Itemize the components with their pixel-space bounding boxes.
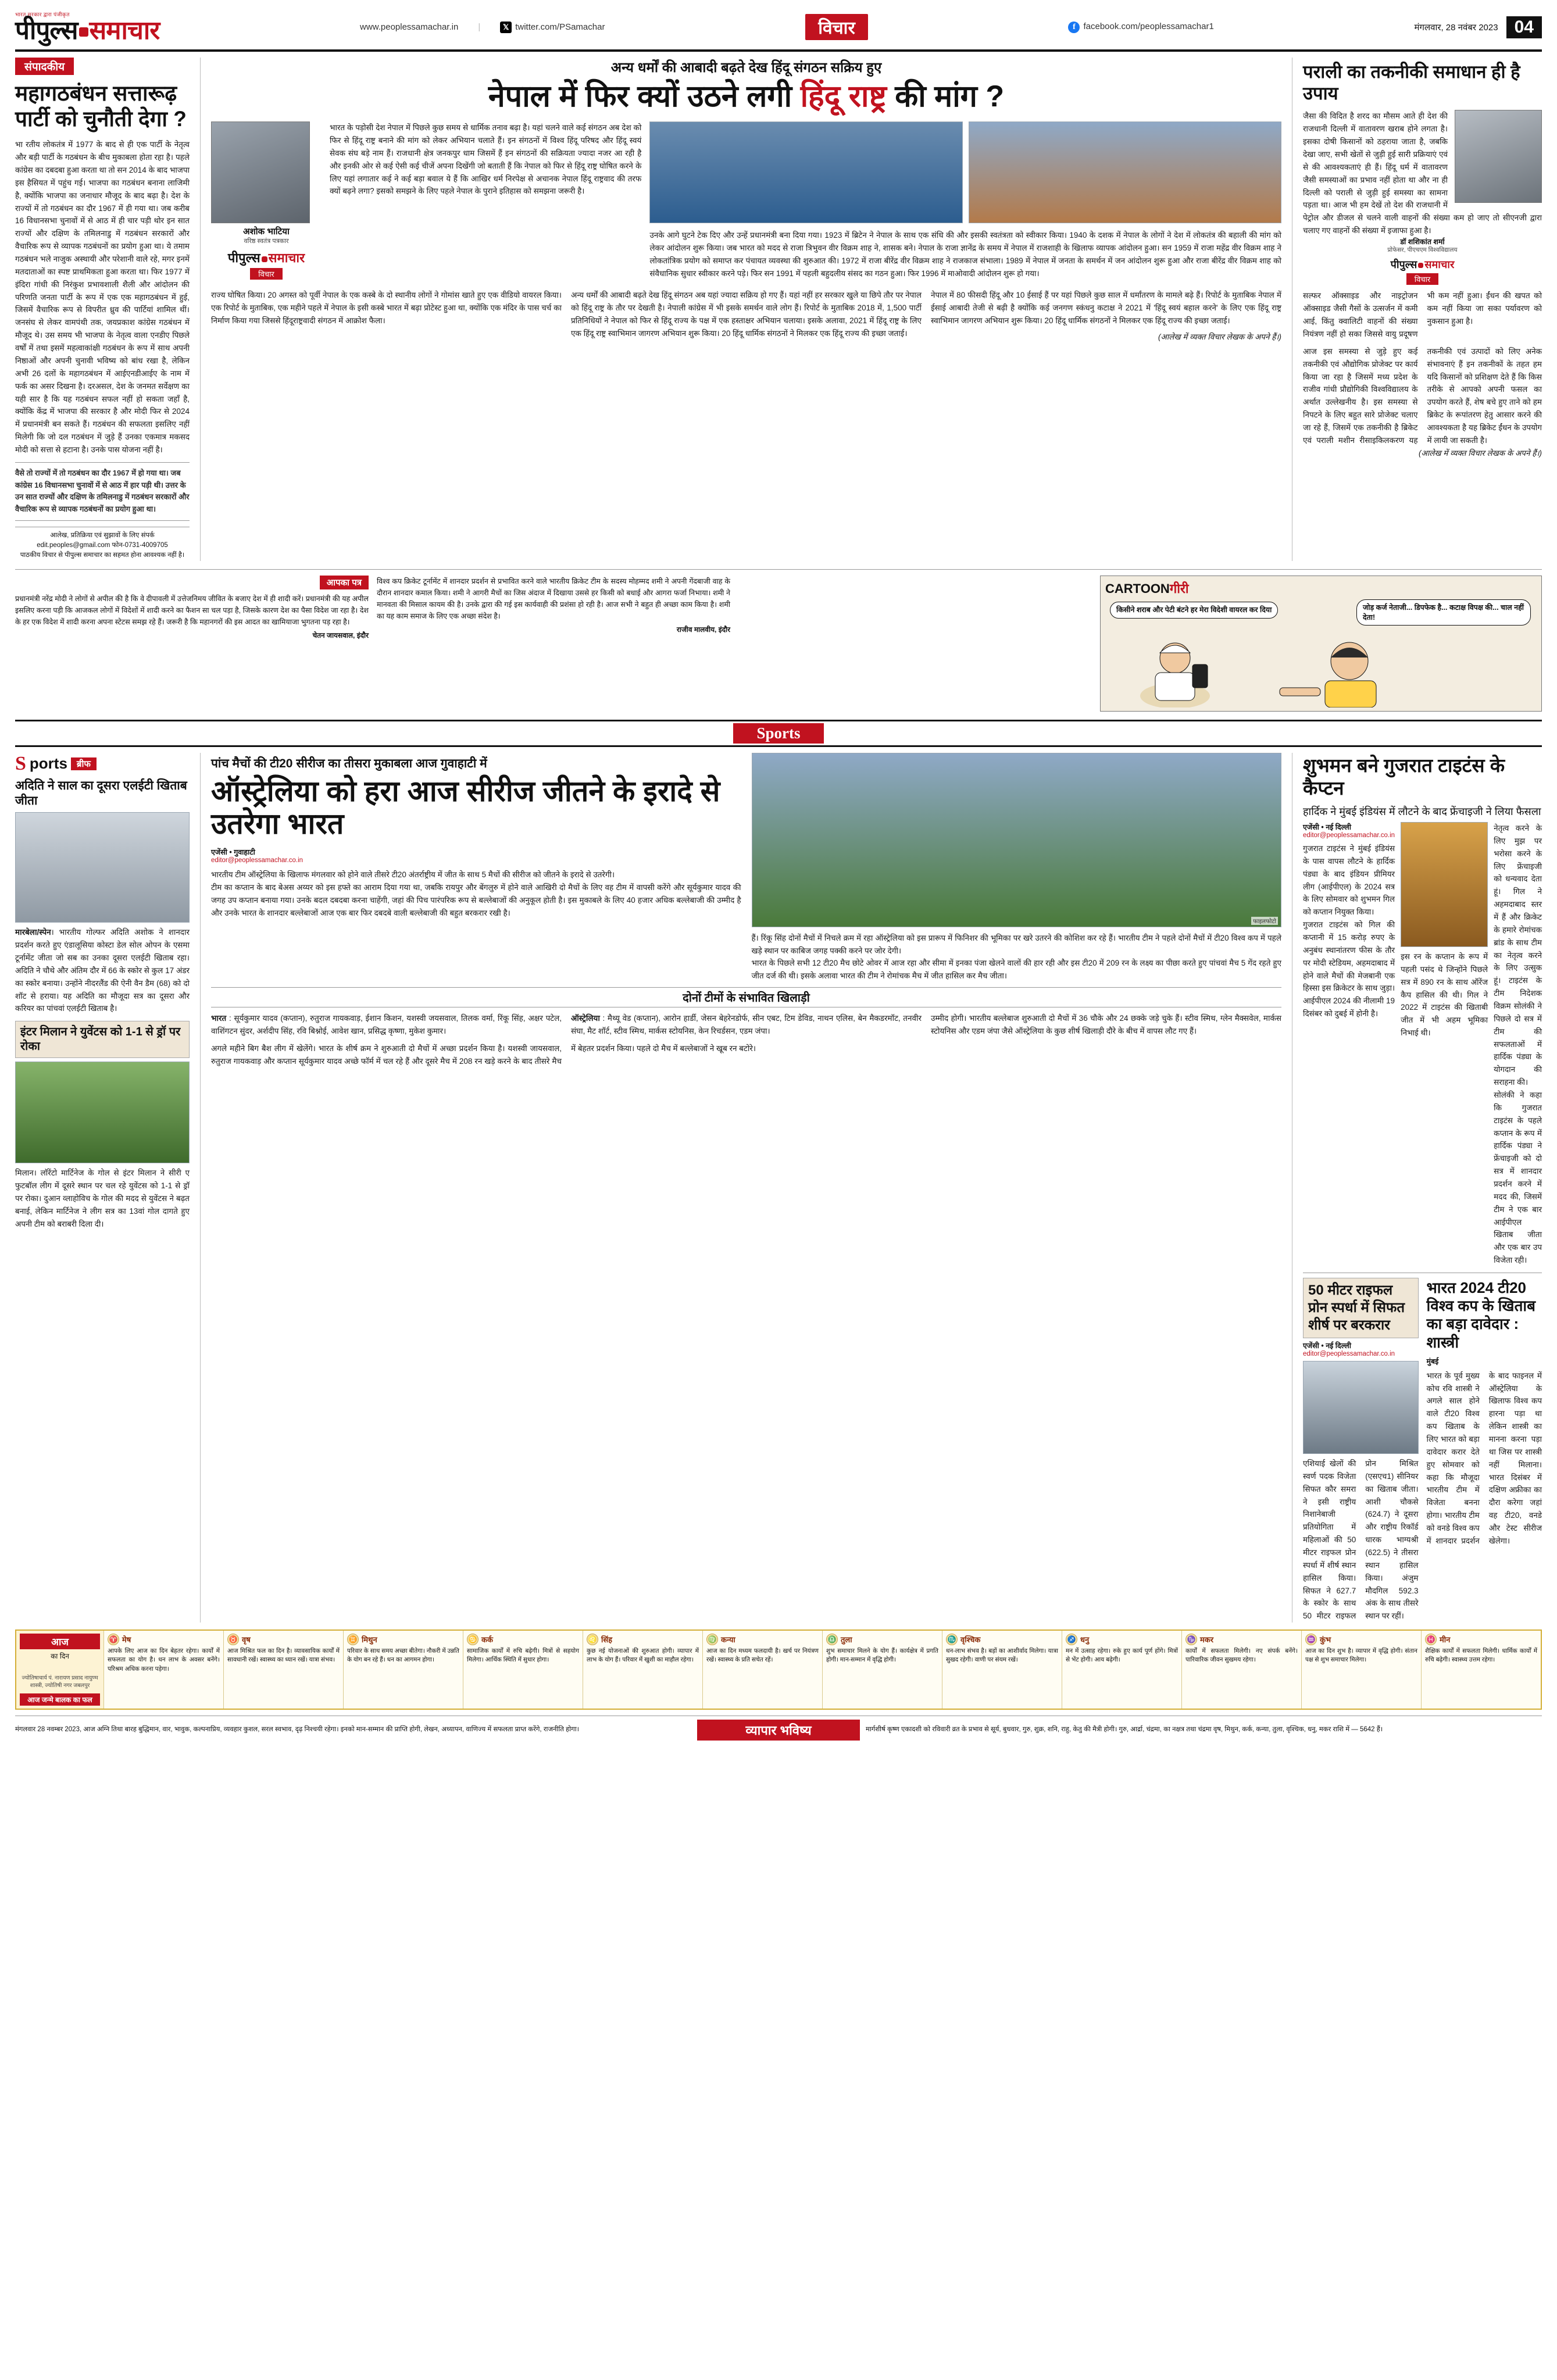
- rail-mini-logo: [1303, 258, 1542, 285]
- sports-section: [15, 753, 1542, 1623]
- center-body-col3: राज्य घोषित किया। 20 अगस्त को पूर्वी नेपाल के एक कस्बे के दो स्थानीय लोगों ने गोमांस खाते हुए एक वीडियो वायरल किया। एक रिपोर्ट के मुताबिक, एक महीने पहले में नेपाल के इसी कस्बे भारत में बढ़ा प्रोटेस्ट हुआ था, क्योंकि एक मंदिर के पास चर्च का निर्माण किया गया जिससे हिंदूराष्ट्रवादी संगठन में आक्रोश फैला।: [211, 291, 562, 326]
- horoscope-sign-capricorn: [1181, 1631, 1301, 1708]
- sports-brief-header: [15, 753, 190, 775]
- masthead-social: [1068, 22, 1213, 33]
- contact-line-1: आलेख, प्रतिक्रिया एवं सुझावों के लिए संपर्क: [50, 531, 155, 539]
- photo-credit: फाइलफोटो: [1251, 917, 1278, 925]
- letters-spacer: [738, 576, 1092, 712]
- sign-header: ♍ कन्या: [706, 1634, 819, 1645]
- letter-2-col: [377, 576, 730, 712]
- horoscope-sign-libra: [822, 1631, 942, 1708]
- horoscope-title-cell: [16, 1631, 103, 1708]
- scorpio-icon: ♏: [946, 1634, 958, 1645]
- center-headline-part1: नेपाल में फिर क्यों उठने लगी: [488, 80, 801, 113]
- sports-main-left: [211, 753, 741, 982]
- sign-text: आपके लिए आज का दिन बेहतर रहेगा। कार्यों में सफलता का योग है। धन लाभ के अवसर बनेंगे। परिश्रम अधिक करना पड़ेगा।: [108, 1648, 220, 1673]
- shastri-agency: मुंबई: [1426, 1357, 1439, 1366]
- mini-logo-text: पीपुल्स समाचार: [227, 251, 305, 266]
- leo-icon: ♌: [587, 1634, 598, 1645]
- sports-section-bar: [15, 720, 1542, 747]
- shastri-headline: भारत 2024 टी20 विश्व कप के खिताब का बड़ा दावेदार : शास्त्री: [1426, 1279, 1535, 1351]
- shastri-story: [1427, 1278, 1542, 1623]
- section-badge: विचार: [805, 14, 868, 40]
- sports-main-email[interactable]: editor@peoplessamachar.co.in: [211, 856, 303, 864]
- sign-header: ♌ सिंह: [587, 1634, 699, 1645]
- letter-2-text: विश्व कप क्रिकेट टूर्नामेंट में शानदार प्रदर्शन से प्रभावित करने वाले भारतीय क्रिकेट टीम के सदस्य मोहम्मद शमी ने अपनी गेंदबाजी वाह के दौरान शानदार कमाल किया। शमी ने आगरी मैचों का जिस अंदाज में दिखाया उससे हर किसी को बधाई और आगरा फर्जा निभाया। शमी ने मानवता की मिसाल कायम की है। उनके द्वारा की गई इस कार्यवाही की प्रशंसा हो रही है। आज सभी ने बहुत ही अच्छा काम किया है। शमी का यह काम समाज के लिए एक अच्छा संदेश है।: [377, 577, 730, 620]
- logo-text-2: समाचार: [89, 16, 160, 45]
- cartoon-bubble-left: किसीने शराब और पेटी बंटने हर मेरा विदेशी वायरल कर दिया: [1110, 602, 1278, 619]
- gujarat-photo-col: [1401, 822, 1488, 1267]
- center-footer-note: (आलेख में व्यक्त विचार लेखक के अपने हैं।): [1158, 333, 1281, 342]
- sign-text: सामाजिक कार्यों में रुचि बढ़ेगी। मित्रों से सहयोग मिलेगा। आर्थिक स्थिति में सुधार होगा।: [467, 1648, 579, 1664]
- pisces-icon: ♓: [1425, 1634, 1437, 1645]
- sports-main-story: [200, 753, 1281, 1623]
- rail-author-designation: प्रोफेसर, पीएचएम विश्वविद्यालय: [1387, 246, 1458, 254]
- horoscope-sign-taurus: [223, 1631, 343, 1708]
- sports-brief-column: [15, 753, 190, 1623]
- facebook-icon: f: [1068, 22, 1080, 33]
- page-number: 04: [1506, 16, 1542, 38]
- sports-main-photo: [752, 753, 1282, 927]
- center-photo-block: [649, 121, 1281, 283]
- logo-text-1: पीपुल्स: [15, 16, 78, 45]
- sports-brief-badge: ब्रीफ: [71, 757, 97, 770]
- rail-mini-logo-dot-icon: [1418, 263, 1423, 268]
- cartoon-figures: [1105, 632, 1524, 707]
- sports-main-body-1: भारतीय टीम ऑस्ट्रेलिया के खिलाफ मंगलवार को होने वाले तीसरे टी20 अंतर्राष्ट्रीय में जीत के साथ 5 मैचों की सीरीज को जीतने के इरादे से उतरेगी।: [211, 870, 615, 879]
- brief-item-1-photo: [15, 812, 190, 923]
- rail-footer-note: (आलेख में व्यक्त विचार लेखक के अपने हैं।): [1419, 448, 1542, 458]
- sign-text: परिवार के साथ समय अच्छा बीतेगा। नौकरी में उन्नति के योग बन रहे हैं। धन का आगमन होगा।: [347, 1648, 459, 1664]
- sign-header: ♐ धनु: [1066, 1634, 1178, 1645]
- horoscope-sign-leo: [583, 1631, 702, 1708]
- author-name: अशोक भाटिया: [243, 227, 290, 237]
- sign-header: ♈ मेष: [108, 1634, 220, 1645]
- gujarat-col-3: [1494, 822, 1542, 1267]
- photo-2-wrap: [969, 121, 1281, 223]
- horoscope-sign-cancer: [463, 1631, 583, 1708]
- sign-header: ♓ मीन: [1425, 1634, 1537, 1645]
- cartoon-title-1: CARTOON: [1105, 581, 1170, 596]
- sports-section-title: Sports: [733, 723, 823, 744]
- rail-headline: पराली का तकनीकी समाधान ही है उपाय: [1303, 62, 1520, 104]
- issue-date: मंगलवार, 28 नवंबर 2023: [1414, 22, 1498, 33]
- author-designation: वरिष्ठ स्वतंत्र पत्रकार: [244, 238, 289, 245]
- masthead-date-page: [1415, 16, 1542, 38]
- rail-author-name: डॉ शशिकांत शर्मा: [1400, 237, 1445, 246]
- lineup-title: दोनों टीमों के संभावित खिलाड़ी: [211, 987, 1281, 1007]
- sports-main-kicker: पांच मैचों की टी20 सीरीज का तीसरा मुकाबला आज गुवाहाटी में: [211, 756, 487, 770]
- rail-mini-logo-section: विचार: [1406, 273, 1439, 285]
- cartoon-box: [1100, 576, 1542, 712]
- cartoon-bubble-right: जोड़ कर्ज नेताजी... डिपफेक है... कटाक्ष विपक्ष की... चाल नहीं देता!: [1356, 599, 1531, 626]
- editorial-tag: संपादकीय: [15, 58, 74, 75]
- sports-main-body-6: अगले महीने बिग बैश लीग में खेलेंगे। भारत के शीर्ष क्रम ने शुरुआती दो मैचों में अच्छा प्रदर्शन किया है। यशस्वी जायसवाल, रुतुराज गायकवाड़ और कप्तान सूर्यकुमार यादव अच्छे फॉर्म में चल रहे हैं और दूसरे मैच में 208 रन खड़े करने के बाद तीसरे मैच में बेहतर प्रदर्शन किया। पहले दो मैच में बल्लेबाजों ने खूब रन बटोरे।: [211, 1044, 756, 1066]
- center-headline-highlight: हिंदू राष्ट्र: [800, 80, 887, 113]
- horoscope-astrologer: ज्योतिषाचार्य पं. नारायण प्रसाद नायुण्म शास्त्री, ज्योतिषी नगर जबलपुर: [22, 1674, 98, 1689]
- footer-left-text: मंगलवार 28 नवम्बर 2023, आज अग्नि तिथा बारह बुद्धिमान, वार, भावुक, कल्पनाप्रिय, व्यवहार कुशल, सरल स्वभाव, दृढ़ निश्चयी रहेगा। इनको मान-सम्मान की प्राप्ति होगी, लेखन, अध्यापन, वाणिज्य में सफलता प्राप्त करेंगे, राजनीति होगा।: [15, 1725, 580, 1733]
- horoscope-sign-aries: [103, 1631, 223, 1708]
- author-photo: [211, 121, 310, 223]
- lineup-india: भारत : सूर्यकुमार यादव (कप्तान), रुतुराज गायकवाड़, ईशान किशन, यशस्वी जयसवाल, तिलक वर्मा, रिंकू सिंह, अक्षर पटेल, वाशिंगटन सुंदर, अर्शदीप सिंह, रवि बिश्नोई, आवेश खान, प्रसिद्ध कृष्णा, मुकेश कुमार।: [211, 1014, 562, 1036]
- center-kicker: अन्य धर्मों की आबादी बढ़ते देख हिंदू संगठन सक्रिय हुए: [610, 60, 882, 76]
- shooting-email[interactable]: editor@peoplessamachar.co.in: [1303, 1350, 1395, 1357]
- gemini-icon: ♊: [347, 1634, 359, 1645]
- sports-main-body-3: हैं। रिंकू सिंह दोनों मैचों में निचले क्रम में रहा ऑस्ट्रेलिया को इस प्रारूप में फिनिशर की भूमिका पर खरे उतरने की कोशिश कर रहे हैं। भारतीय टीम ने पहले दोनों मैचों में टी20 विश्व कप में पहले खड़े स्थान पर काबिज जगह पक्की करने पर जोर देगी।: [751, 933, 1281, 955]
- contact-line-3: पाठकीय विचार से पीपुल्स समाचार का सहमत होना आवश्यक नहीं है।: [20, 552, 185, 559]
- center-body-col2: उनके आगे घुटने टेक दिए और उन्हें प्रधानमंत्री बना दिया गया। 1923 में ब्रिटेन ने नेपाल के साथ एक संधि की और इसकी स्वतंत्रता को स्वीकार किया। 1940 के दशक में नेपाल के लोगों ने देश में लोकतंत्र की बहाली की मांग को लेकर आंदोलन शुरू किया। जब भारत को मदद से राजा त्रिभुवन वीर विक्रम शाह ने, शासक बने। नेपाल के राजा ज्ञानेंद्र के समय में नेपाल में राजशाही के खिलाफ व्यापक आंदोलन हुआ। सन 1959 में राजा महेंद्र वीर विक्रम शाह ने लोकतांत्रिक प्रयोग को समाप्त कर पंचायत व्यवस्था की शुरुआत की। 1972 में राजा बीरेंद्र वीर विक्रम शाह ने राजकाज संभाला। 1989 में नेपाल में जनता के समर्थन में जन आंदोलन शुरू हुआ और राजा बीरेंद्र वीर विक्रम शाह को संवैधानिक सुधार स्वीकार करने पड़े। फिर सन 1991 में पहली बहुदलीय संसद का गठन हुआ। फिर 1996 में माओवादी आंदोलन शुरू हो गया।: [649, 231, 1281, 278]
- brief-item-1-headline: अदिति ने साल का दूसरा एलईटी खिताब जीता: [15, 778, 187, 807]
- horoscope-sign-pisces: [1421, 1631, 1541, 1708]
- sign-text: धन-लाभ संभव है। बड़ों का आशीर्वाद मिलेगा। यात्रा सुखद रहेगी। वाणी पर संयम रखें।: [946, 1648, 1058, 1664]
- editorial-column: [15, 58, 190, 561]
- twitter-link[interactable]: 𝕏 twitter.com/PSamachar: [500, 22, 605, 33]
- sports-brief-s: S: [15, 752, 26, 774]
- editorial-contact: [15, 527, 190, 561]
- virgo-icon: ♍: [706, 1634, 718, 1645]
- sign-header: ♏ वृश्चिक: [946, 1634, 1058, 1645]
- shooting-photo: [1303, 1361, 1419, 1454]
- logo-text: [15, 18, 159, 44]
- aries-icon: ♈: [108, 1634, 119, 1645]
- libra-icon: ♎: [826, 1634, 838, 1645]
- facebook-link[interactable]: f facebook.com/peoplessamachar1: [1068, 22, 1213, 33]
- horoscope-sign-sagittarius: [1062, 1631, 1181, 1708]
- sports-main-body-5: उम्मीद होगी। भारतीय बल्लेबाज शुरुआती दो मैचों में 36 चौके और 24 छक्के जड़े चुके हैं। स्टीव स्मिथ, ग्लेन मैक्सवेल, मार्कस स्टोयनिस और एडम जंपा जैसे ऑस्ट्रेलिया के कुछ शीर्ष खिलाड़ी दौरे के बीच में वापस लौट गए हैं।: [931, 1014, 1281, 1036]
- shooting-story: [1303, 1278, 1419, 1623]
- sign-header: ♉ वृष: [227, 1634, 340, 1645]
- mini-logo: [211, 249, 322, 280]
- rail-mini-logo-text: पीपुल्स समाचार: [1390, 259, 1455, 271]
- rail-body-2: सल्फर ऑक्साइड और नाइट्रोजन ऑक्साइड जैसी गैसों के उत्सर्जन में कमी आई, किंतु क्वालिटी वाहनों की संख्या नियंत्रण नहीं हो सका जिससे वायु प्रदूषण भी कम नहीं हुआ। ईंधन की खपत को कम नहीं किया जा सका पर्यावरण को नुकसान हुआ है।: [1303, 291, 1542, 338]
- center-body-col4: अन्य धर्मों की आबादी बढ़ते देख हिंदू संगठन अब यहां ज्यादा सक्रिय हो गए हैं। यहां नहीं हर सरकार खुले या छिपे तौर पर नेपाल को हिंदू राष्ट्र के तौर पर देखती है। नेपाली कांग्रेस में भी इसके समर्थन वाले लोग हैं। रिपोर्ट के मुताबिक 2018 में, 1,500 पार्टी प्रतिनिधियों ने नेपाल को फिर से हिंदू राज्य के पक्ष में एक हस्ताक्षर अभियान चलाया। इसके अलावा, 2021 में हिंदू राष्ट्र के लिए एक हिंदू राष्ट्र स्वाभिमान जागरण अभियान शुरू किया। 20 हिंदू धार्मिक संगठनों ने मिलकर एक हिंदू राज्य की इच्छा जताई।: [571, 291, 922, 338]
- sign-text: आज का दिन शुभ है। व्यापार में वृद्धि होगी। संतान पक्ष से शुभ समाचार मिलेगा।: [1305, 1648, 1417, 1664]
- brief-item-2-photo: [15, 1062, 190, 1163]
- sign-header: ♋ कर्क: [467, 1634, 579, 1645]
- lineup-australia: ऑस्ट्रेलिया : मैथ्यू वेड (कप्तान), आरोन हार्डी, जेसन बेहरेनडोर्फ, सीन एबट, टिम डेविड, नाथन एलिस, बेन मैकडरमॉट, तनवीर संघा, मैट शॉर्ट, स्टीव स्मिथ, मार्कस स्टोयनिस, केन रिचर्डसन, एडम जंपा।: [571, 1014, 922, 1036]
- sign-text: आज मिश्रित फल का दिन है। व्यावसायिक कार्यों में सावधानी रखें। स्वास्थ्य का ध्यान रखें। यात्रा संभव।: [227, 1648, 340, 1664]
- sports-right-rail: [1292, 753, 1542, 1623]
- letters-tag-col: [15, 576, 369, 712]
- capricorn-icon: ♑: [1185, 1634, 1197, 1645]
- cartoon-art: [1105, 597, 1537, 707]
- sports-brief-ports: ports: [29, 755, 67, 773]
- sign-text: आज का दिन मध्यम फलदायी है। खर्च पर नियंत्रण रखें। स्वास्थ्य के प्रति सचेत रहें।: [706, 1648, 819, 1664]
- photo-nepal-rally: [649, 121, 962, 223]
- horoscope-strip: [15, 1629, 1542, 1709]
- mini-logo-dot-icon: [262, 256, 267, 262]
- brief-item-1-body: मारबेला/स्पेन। भारतीय गोल्फर अदिति अशोक ने शानदार प्रदर्शन करते हुए एंडालूसिया कोस्टा डेल सोल ओपन के एसमा टूर्नामेंट जीता जो सब का उनका दूसरा एलईटी खिताब रहा। अदिति ने चौथे और अंतिम दौर में 66 के स्कोर से कुल 17 अंडर का स्कोर बनाया। उन्होंने नीदरलैंड की ऐनी वैन डैम (68) को दो शॉट से हराया। यह अदिति का मौजूदा सत्र का दूसरा और करियर का पांचवां एलईटी खिताब है।: [15, 928, 190, 1013]
- gujarat-body-4: नेतृत्व करने के लिए मुझ पर भरोसा करने के लिए फ्रेंचाइजी को धन्यवाद देता हूं। गिल ने अहमदाबाद स्तर में हैं और क्रिकेट के हमारे रोमांचक ब्रांड के साथ टीम का नेतृत्व करने के लिए उत्सुक हूं। टाइटंस के टीम निदेशक विक्रम सोलंकी ने पिछले दो सत्र में टीम की सफलताओं में हार्दिक पंड्या के योगदान की सराहना की।: [1494, 823, 1542, 1087]
- center-body-col5: नेपाल में 80 फीसदी हिंदू और 10 ईसाई हैं पर यहां पिछले कुछ साल में धर्मांतरण के मामले बढ़े हैं। रिपोर्ट के मुताबिक नेपाल में ईसाई आबादी तेजी से बढ़ी है क्योंकि कई जनगण स्कंधनु कटाक्ष ने 2021 में 'हिंदू स्वयं बहाल करने' के लिए एक हिंदू राष्ट्र स्वाभिमान जागरण अभियान शुरू किया। 20 हिंदू धार्मिक संगठनों ने मिलकर एक हिंदू राज्य की इच्छा जताई। (आलेख में व्यक्त विचार लेखक के अपने हैं।): [931, 289, 1281, 343]
- photo-1-wrap: [649, 121, 962, 223]
- footer-center-badge: व्यापार भविष्य: [697, 1720, 860, 1741]
- gujarat-col-1: [1303, 822, 1395, 1267]
- sign-header: ♑ मकर: [1185, 1634, 1298, 1645]
- editorial-headline: महागठबंधन सत्तारूढ़ पार्टी को चुनौती देगा ?: [15, 81, 187, 131]
- masthead-links: [360, 22, 605, 33]
- sign-header: ♊ मिथुन: [347, 1634, 459, 1645]
- divider: |: [478, 22, 481, 32]
- letters-tag: आपका पत्र: [320, 576, 369, 589]
- center-headline-part2: की मांग ?: [886, 80, 1005, 113]
- letter-2-sign: राजीव मालवीय, इंदौर: [676, 625, 730, 634]
- gujarat-body-3: इस रन के कप्तान के रूप में पहली पसंद थे जिन्होंने पिछले सत्र में 890 रन के साथ ऑरेंज कैप हासिल की थी। गिल ने 2022 में टाइटंस की खिताबी जीत में भी अहम भूमिका निभाई थी।: [1401, 952, 1488, 1038]
- brief-item-2-body: मिलान। लॉरेंटो मार्टिनेज के गोल से इंटर मिलान ने सीरी ए फुटबॉल लीग में दूसरे स्थान पर चल रहे युवेंटस को 1-1 से ड्रॉ पर रोका। दुआन व्लाहोविच के गोल की मदद से युवेंटस ने बढ़त बनाई, लेकिन मार्टिनेज ने लीग सत्र का 13वां गोल दागते हुए अपनी टीम को बराबरी दिला दी।: [15, 1168, 190, 1228]
- horoscope-badge: आज: [20, 1634, 100, 1649]
- letters-cartoon-strip: [15, 569, 1542, 712]
- shooting-agency: एजेंसी • नई दिल्ली: [1303, 1342, 1351, 1350]
- horoscope-sign-gemini: [343, 1631, 463, 1708]
- shooting-body: एशियाई खेलों की स्वर्ण पदक विजेता सिफत कौर समरा ने इसी राष्ट्रीय निशानेबाजी प्रतियोगिता में महिलाओं की 50 मीटर राइफल प्रोन स्पर्धा में शीर्ष स्थान हासिल किया। सिफत ने 627.7 के स्कोर के साथ 50 मीटर राइफल प्रोन मिश्रित (एसएच1) सीनियर का खिताब जीता। आशी चौकसे (624.7) ने दूसरा और राष्ट्रीय रिकॉर्ड धारक भाग्यश्री (622.5) ने तीसरा स्थान हासिल किया। अंजुम मौदगिल 592.3 अंक के साथ तीसरे स्थान पर रहीं।: [1303, 1459, 1419, 1621]
- mini-logo-section: विचार: [250, 268, 283, 280]
- gujarat-body-5: सोलंकी ने कहा कि गुजरात टाइटंस के पहले कप्तान के रूप में हार्दिक पंड्या ने फ्रेंचाइजी को दो सत्र में शानदार प्रदर्शन करने में मदद की, जिसमें टीम ने एक बार आईपीएल खिताब जीता और एक बार उप विजेता रही।: [1494, 1090, 1542, 1265]
- rail-body-1: जैसा की विदित है शरद का मौसम आते ही देश की राजधानी दिल्ली में वातावरण खराब होने लगता है। इसका दोषी किसानों को ठहराया जाता है, जबकि देखा जाए, सभी खेतों से जुड़ी हुई सारी प्रक्रियाएं एवं से की आवश्यकताएं ही हैं। हिंदू धर्म में वातावरण जैसी समस्याओं का प्रभाव नहीं होता था और ना ही दिल्ली को पराली से जुड़ी हुई समस्या का सामना पड़ता था। आज भी हम देखें तो देश की राजधानी में पेट्रोल और डीजल से चलने वाली वाहनों की संख्या कम हो जाए तो सीएनजी द्वारा चलाए गए वाहनों की संख्या में इजाफा हुआ है।: [1303, 112, 1542, 235]
- page-footer: [15, 1716, 1542, 1741]
- shastri-body: भारत के पूर्व मुख्य कोच रवि शास्त्री ने अगले साल होने वाले टी20 विश्व कप खिताब के लिए भारत को बड़ा दावेदार करार देते हुए सोमवार को कहा कि मौजूदा भारतीय टीम में विजेता बनना होगा। भारतीय टीम को वनडे विश्व कप में शानदार प्रदर्शन के बाद फाइनल में ऑस्ट्रेलिया के खिलाफ विश्व कप हारना पड़ा था लेकिन शास्त्री का मानना करना पड़ा था जिस पर शास्त्री नहीं मिलाना। भारत दिसंबर में दक्षिण अफ्रीका का दौरा करेगा जहां वह टी20, वनडे और टेस्ट सीरीज खेलेगा।: [1426, 1371, 1542, 1545]
- center-body-col1: भारत के पड़ोसी देश नेपाल में पिछले कुछ समय से धार्मिक तनाव बढ़ा है। यहां चलने वाले कई संगठन अब देश को फिर से हिंदू राष्ट्र बनाने की मांग को लेकर अभियान चलाते हैं। इन संगठनों में विश्व हिंदू परिषद और हिंदू स्वयं सेवक संघ बड़े नाम हैं। राजधानी क्षेत्र जनकपुर धाम जिसमें हैं इन संगठनों की सक्रियता ज्यादा नजर आ रही है और इनकी ओर से कई ऐसी कई चीजें अपना दिखेंगी जो बताती हैं कि नेपाल को फिर से हिंदू राष्ट्र घोषित करने के लिए यहां लगातार कई ने कई बड़ा बवाल ये हैं कि आखिर धर्म निरपेक्ष से अचानक नेपाल हिंदू राष्ट्रवाद की तरफ क्यों बढ़ने लगा? इसको समझने के लिए पहले नेपाल के पुराने इतिहास को समझना जरूरी है।: [330, 123, 642, 196]
- letter-1-text: प्रधानमंत्री नरेंद्र मोदी ने लोगों से अपील की है कि वे दीपावली में उत्तेजनिमय जीवित के बजाए देश में ही शादी करें। प्रधानमंत्री की यह अपील इसलिए करना पड़ी कि आजकल लोगों में विदेशों में शादी करने का फैशन सा चल पड़ा है, जिसके कारण देश का पैसा विदेश जा रहा है। देश के हर एक विदेश में शादी करना अपना स्टेटस समझ रहे हैं। जरूरी है कि महानगरों की इस आदत का खामियाजा भुगतना पड़ रहा है।: [15, 594, 369, 626]
- aquarius-icon: ♒: [1305, 1634, 1317, 1645]
- sports-main-headline: ऑस्ट्रेलिया को हरा आज सीरीज जीतने के इरादे से उतरेगा भारत: [211, 774, 720, 840]
- taurus-icon: ♉: [227, 1634, 239, 1645]
- sign-text: मन में उत्साह रहेगा। रुके हुए कार्य पूर्ण होंगे। मित्रों से भेंट होगी। आय बढ़ेगी।: [1066, 1648, 1178, 1664]
- horoscope-footer-badge: आज जन्मे बालक का फल: [20, 1693, 100, 1706]
- logo-tagline: भारत सरकार द्वारा पंजीकृत: [15, 12, 70, 17]
- gujarat-body-2: गुजरात टाइटंस को गिल की कप्तानी में 15 करोड़ रुपए के अनुबंध स्थानांतरण फीस के तौर पर मोदी स्टेडियम, अहमदाबाद में होने वाले मैचों की मेजबानी एक हिस्सा इस क्रिकेटर के साथ जुड़ा। आईपीएल 2024 की नीलामी 19 दिसंबर को दुबई में होनी है।: [1303, 920, 1395, 1019]
- horoscope-subtitle: का दिन: [51, 1652, 69, 1661]
- shooting-headline: 50 मीटर राइफल प्रोन स्पर्धा में सिफत शीर्ष पर बरकरार: [1303, 1278, 1419, 1338]
- editorial-body: भा रतीय लोकतंत्र में 1977 के बाद से ही एक पार्टी के नेतृत्व और बड़ी पार्टी के गठबंधन के बीच मुकाबला होता रहा है। पहले कांग्रेस का दबदबा हुआ करता था तो सन 2014 के बाद भाजपा इस हैसियत में पहुंच गई। भाजपा का गठबंधन बनाना लाजिमी है, क्योंकि भाजपा का जनाधार मौजूद के बाद बढ़ा है। देश के राज्यों में तो गठबंधन का दौर 1967 में ही गया था। जब करीब 16 विधानसभा चुनावों में से आठ में ही चार पड़ी थोर इन सात राज्यों और दक्षिण के तमिलनाडु में गठबंधन सरकारों और वैचारिक रूप से व्यापक गठबंधनों का प्रयोग हुआ था। ये तमाम गठबंधन भले नाजुक अस्थायी और परेशानी वाले रहे, मगर इनमें मतदाताओं का स्पष्ट प्राथमिकता हुआ करता था। फिर 1977 में इंदिरा गांधी की निरंकुश प्रभावशाली शैली और आंदोलन की परिणति जनता पार्टी के रूप में एक एक महागठबंधन में हुई, जिसमें वैचारिक रूप से विपरीत ध्रुव की पार्टियां शामिल थीं। जनसंघ से लेकर वामपंथी तक, जयप्रकाश कांग्रेस गठबंधन में मौजूद थे। उस समय भी भाजपा के नेतृत्व वाला एनडीए पिछले वर्षों में तथा इसमें महत्वाकांक्षी गठबंधन के रूप में साथ अपनी निष्ठाओं और अपनी चुनावी भविष्य को बांध रखा है, लेकिन अभी 26 दलों के महागठबंधन में आईएनडीआईए के नाम में फर्क का असर दिखना है। दरअसल, देश के जनमत सर्वेक्षण का यही सार है कि यह गठबंधन सफल नहीं हो सकता जहाँ है, क्योंकि केंद्र में भाजपा की सरकार है और मोदी फिर से 2024 में प्रधानमंत्री बन सकते हैं। गठबंधन की सफलता इसलिए नहीं मिलेगी कि जो दल गठबंधन में जुड़े हैं उनका एकमात्र मकसद मोदी को सत्ता से हटाना है। उनके पास योजना नहीं है।: [15, 140, 190, 454]
- publication-logo: [15, 10, 159, 44]
- sign-text: शुभ समाचार मिलने के योग हैं। कार्यक्षेत्र में प्रगति होगी। मान-सम्मान में वृद्धि होगी।: [826, 1648, 938, 1664]
- horoscope-sign-scorpio: [942, 1631, 1062, 1708]
- gujarat-email[interactable]: editor@peoplessamachar.co.in: [1303, 831, 1395, 839]
- gujarat-subhead: हार्दिक ने मुंबई इंडियंस में लौटने के बाद फ्रेंचाइजी ने लिया फैसला: [1303, 805, 1541, 817]
- editorial-pullquote: वैसे तो राज्यों में तो गठबंधन का दौर 1967 में हो गया था। जब कांग्रेस 16 विधानसभा चुनावों में से आठ में हार पड़ी थी। उत्तर के उन सात राज्यों और दक्षिण के तमिलनाडु में गठबंधन सरकारों और वैचारिक रूप से व्यापक गठबंधनों का प्रयोग हुआ था।: [15, 462, 190, 521]
- sign-header: ♎ तुला: [826, 1634, 938, 1645]
- horoscope-sign-aquarius: [1301, 1631, 1421, 1708]
- sports-main-right: [752, 753, 1282, 982]
- gujarat-player-photo: [1401, 822, 1488, 947]
- center-story: [200, 58, 1281, 561]
- cancer-icon: ♋: [467, 1634, 478, 1645]
- rail-body-3: आज इस समस्या से जुड़े हुए कई तकनीकी एवं औद्योगिक प्रोजेक्ट पर कार्य किया जा रहा है जिसमें मध्य प्रदेश के राजीव गांधी प्रौद्योगिकी विश्वविद्यालय के अर्थात उल्लेखनीय है। इस समस्या से निपटने के लिए बहुत सारे प्रोजेक्ट चलाए जा रहे हैं, जिसमें एक तकनीकी है ब्रिकेट एवं पराली मशीन रीसाइकिलकरण यह तकनीकी एवं उत्पादों को लिए अनेक संभावनाएं हैं इन तकनीकों के तहत हम यदि किसानों को प्रशिक्षण देते हैं कि किस तरीके से आपको अपनी फसल का उपयोग करते हैं, शेष बचे हुए ताने को हम ब्रिकेट के रूपांतरण हेतु आसार करने की आवश्यकता है यह ब्रिकेट ईंधन के उपयोग में लायी जा सकती है।: [1303, 346, 1542, 445]
- sports-main-agency: एजेंसी • गुवाहाटी: [211, 848, 255, 856]
- gujarat-agency: एजेंसी • नई दिल्ली: [1303, 823, 1351, 831]
- masthead-rule: [15, 49, 1542, 52]
- brief-item-2-headline: इंटर मिलान ने युवेंटस को 1-1 से ड्रॉ पर रोका: [15, 1021, 190, 1058]
- sign-text: कुछ नई योजनाओं की शुरुआत होगी। व्यापार में लाभ के योग हैं। परिवार में खुशी का माहौल रहेगा।: [587, 1648, 699, 1664]
- author-block: [211, 121, 322, 283]
- x-twitter-icon: 𝕏: [500, 22, 512, 33]
- logo-dot-icon: [79, 27, 88, 37]
- cartoon-title-2: गीरी: [1169, 581, 1189, 596]
- rail-author-photo: [1455, 110, 1542, 203]
- sign-header: ♒ कुंभ: [1305, 1634, 1417, 1645]
- sign-text: कार्यों में सफलता मिलेगी। नए संपर्क बनेंगे। पारिवारिक जीवन सुखमय रहेगा।: [1185, 1648, 1298, 1664]
- sagittarius-icon: ♐: [1066, 1634, 1077, 1645]
- sign-text: शैक्षिक कार्यों में सफलता मिलेगी। धार्मिक कार्यों में रुचि बढ़ेगी। स्वास्थ्य उत्तम रहेगा।: [1425, 1648, 1537, 1664]
- cartoon-title: [1105, 580, 1537, 597]
- sports-main-body-2: टीम का कप्तान के बाद बेअस अय्यर को इस हफ्ते का आराम दिया गया था, जबकि रायपुर और बेंगलुरु में होने वाले आखिरी दो मैचों के लिए वह टीम में वापसी करेंगे और सूर्यकुमार यादव की जगह उप कप्तान बनाया गया। उनके बदल दबदबा करना चाहेंगी, जहां की पिच पारंपरिक रूप से बल्लेबाजों की अनुकूल होती है। इस मुकाबले के लिए 40 हजार अधिक बल्लेबाजी की उम्मीद है और उनके भारत के शानदार बल्लेबाजों आज एक बार फिर दबदबे वाली बल्लेबाजी की बहुत बरकरार रखी है।: [211, 882, 741, 917]
- top-section: [15, 58, 1542, 561]
- contact-line-2[interactable]: edit.peoples@gmail.com फोन-0731-4009705: [37, 542, 168, 549]
- center-headline: [211, 80, 1281, 113]
- gujarat-headline: शुभमन बने गुजरात टाइटंस के कैप्टन: [1303, 754, 1505, 799]
- photo-hindu-crowd: [969, 121, 1281, 223]
- horoscope-sign-virgo: [702, 1631, 822, 1708]
- website-link[interactable]: www.peoplessamachar.in: [360, 22, 459, 32]
- letter-1-sign: चेतन जायसवाल, इंदौर: [312, 631, 369, 639]
- footer-right-text: मार्गशीर्ष कृष्ण एकादशी को रविवारी व्रत के प्रभाव से सूर्य, बुधवार, गुरु, शुक्र, शनि, राहु, केतु की मैत्री होगी। गुरु, आर्द्रा, चंद्रमा, का नक्षत्र तथा चंद्रमा वृष, मिथुन, कर्क, कन्या, तुला, वृश्चिक, धनु, मकर राशि में — 5642 हैं।: [866, 1725, 1383, 1733]
- masthead: [15, 10, 1542, 48]
- gujarat-body-1: गुजरात टाइटंस ने मुंबई इंडियंस के पास वापस लौटने के हार्दिक पंड्या के बाद इंडियन प्रीमियर लीग (आईपीएल) के 2024 सत्र के लिए सोमवार को शुभमन गिल को कप्तान नियुक्त किया।: [1303, 844, 1395, 917]
- sports-main-body-4: भारत के पिछले सभी 12 टी20 मैच छोटे ओवर में आज रहा और सीमा में इनका पंजा खेलने वालों की हार रही और इस टी20 में 209 रन के लक्ष्य का पीछा करते हुए पांचवां मैच 5 गेंद रहते हुए जीत दर्ज की थी। इसके अलावा भारत की टीम ने रोमांचक मैच में जीत हासिल कर मैच जीता।: [751, 959, 1282, 981]
- right-rail: [1292, 58, 1542, 561]
